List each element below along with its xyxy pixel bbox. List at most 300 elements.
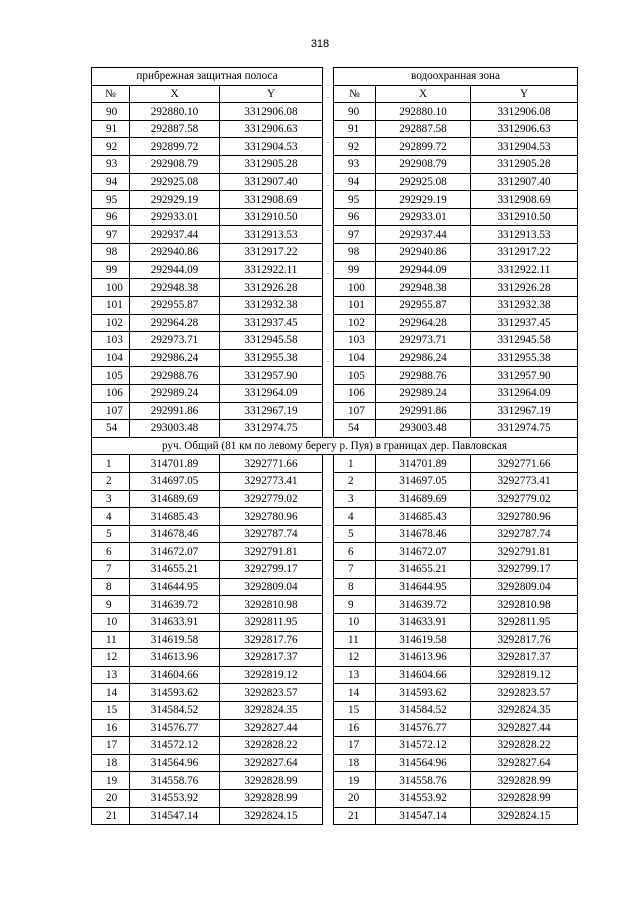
- point-number: 102: [92, 314, 130, 332]
- column-header-row: [92, 85, 578, 103]
- point-number: 14: [92, 684, 130, 702]
- point-number: 11: [92, 631, 130, 649]
- point-number: 92: [92, 138, 130, 156]
- table-row: [92, 684, 578, 702]
- point-number: 16: [92, 719, 130, 737]
- point-number: 3: [334, 490, 376, 508]
- column-gap: [323, 490, 334, 508]
- coord-x: 293003.48: [376, 420, 471, 438]
- coord-y: 3312922.11: [471, 261, 578, 279]
- coord-x: 292944.09: [376, 261, 471, 279]
- table-row: [92, 402, 578, 420]
- coord-y: 3312945.58: [220, 332, 323, 350]
- coord-y: 3312910.50: [220, 208, 323, 226]
- point-number: 9: [334, 596, 376, 614]
- coord-y: 3312957.90: [220, 367, 323, 385]
- coord-y: 3312922.11: [220, 261, 323, 279]
- coord-x: 314547.14: [376, 807, 471, 825]
- coord-x: 292887.58: [130, 120, 220, 138]
- table-row: [92, 701, 578, 719]
- point-number: 13: [334, 666, 376, 684]
- coord-y: 3292819.12: [220, 666, 323, 684]
- coord-y: 3312964.09: [471, 384, 578, 402]
- table-row: [92, 156, 578, 174]
- point-number: 8: [334, 578, 376, 596]
- coord-x: 292940.86: [130, 244, 220, 262]
- table-row: [92, 279, 578, 297]
- coord-y: 3292773.41: [220, 473, 323, 491]
- point-number: 54: [92, 420, 130, 438]
- table-row: [92, 666, 578, 684]
- col-y-header: Y: [471, 85, 578, 103]
- point-number: 1: [92, 455, 130, 473]
- coord-y: 3292773.41: [471, 473, 578, 491]
- coord-y: 3312964.09: [220, 384, 323, 402]
- coord-y: 3292824.35: [471, 701, 578, 719]
- coord-x: 314672.07: [130, 543, 220, 561]
- coord-y: 3292817.76: [471, 631, 578, 649]
- coord-x: 314619.58: [376, 631, 471, 649]
- point-number: 4: [92, 508, 130, 526]
- point-number: 10: [92, 613, 130, 631]
- column-gap: [323, 772, 334, 790]
- point-number: 99: [92, 261, 130, 279]
- point-number: 99: [334, 261, 376, 279]
- coord-y: 3312906.08: [471, 103, 578, 121]
- coord-x: 314593.62: [376, 684, 471, 702]
- point-number: 6: [334, 543, 376, 561]
- coord-y: 3312906.63: [471, 120, 578, 138]
- coord-y: 3312926.28: [471, 279, 578, 297]
- coord-x: 292989.24: [376, 384, 471, 402]
- coord-y: 3292817.37: [471, 649, 578, 667]
- coord-y: 3292828.22: [471, 737, 578, 755]
- coord-x: 292955.87: [130, 296, 220, 314]
- coord-x: 292988.76: [130, 367, 220, 385]
- coord-y: 3292771.66: [220, 455, 323, 473]
- coord-y: 3312913.53: [471, 226, 578, 244]
- point-number: 104: [334, 349, 376, 367]
- coord-x: 314558.76: [376, 772, 471, 790]
- column-gap: [323, 68, 334, 86]
- coord-y: 3312917.22: [220, 244, 323, 262]
- coord-y: 3292819.12: [471, 666, 578, 684]
- coord-x: 314572.12: [376, 737, 471, 755]
- coord-x: 314685.43: [130, 508, 220, 526]
- point-number: 94: [92, 173, 130, 191]
- point-number: 98: [92, 244, 130, 262]
- point-number: 96: [334, 208, 376, 226]
- table-row: [92, 349, 578, 367]
- point-number: 15: [334, 701, 376, 719]
- table-row: [92, 789, 578, 807]
- coord-y: 3312905.28: [471, 156, 578, 174]
- table-row: [92, 367, 578, 385]
- column-gap: [323, 596, 334, 614]
- coord-x: 292908.79: [376, 156, 471, 174]
- column-gap: [323, 85, 334, 103]
- coord-y: 3292828.22: [220, 737, 323, 755]
- column-gap: [323, 226, 334, 244]
- column-gap: [323, 384, 334, 402]
- coord-y: 3312926.28: [220, 279, 323, 297]
- coord-y: 3292810.98: [471, 596, 578, 614]
- point-number: 103: [92, 332, 130, 350]
- table-row: [92, 314, 578, 332]
- coord-y: 3292827.44: [220, 719, 323, 737]
- coord-y: 3292817.37: [220, 649, 323, 667]
- coord-y: 3312974.75: [471, 420, 578, 438]
- point-number: 21: [334, 807, 376, 825]
- point-number: 2: [334, 473, 376, 491]
- coord-x: 314584.52: [130, 701, 220, 719]
- point-number: 18: [334, 754, 376, 772]
- coord-y: 3312907.40: [471, 173, 578, 191]
- coord-x: 292991.86: [376, 402, 471, 420]
- coord-y: 3312932.38: [471, 296, 578, 314]
- coord-y: 3292809.04: [471, 578, 578, 596]
- table-row: [92, 173, 578, 191]
- coord-x: 314572.12: [130, 737, 220, 755]
- coord-x: 314689.69: [130, 490, 220, 508]
- coord-y: 3292828.99: [220, 772, 323, 790]
- column-gap: [323, 719, 334, 737]
- coord-x: 314613.96: [130, 649, 220, 667]
- column-gap: [323, 261, 334, 279]
- coord-y: 3292823.57: [220, 684, 323, 702]
- coord-x: 292944.09: [130, 261, 220, 279]
- table-row: [92, 613, 578, 631]
- coord-x: 292973.71: [376, 332, 471, 350]
- coord-y: 3292824.35: [220, 701, 323, 719]
- point-number: 92: [334, 138, 376, 156]
- coord-x: 314655.21: [130, 561, 220, 579]
- coord-y: 3292771.66: [471, 455, 578, 473]
- point-number: 107: [92, 402, 130, 420]
- col-x-header: X: [130, 85, 220, 103]
- table-row: [92, 649, 578, 667]
- coord-y: 3312974.75: [220, 420, 323, 438]
- column-gap: [323, 737, 334, 755]
- point-number: 5: [92, 525, 130, 543]
- zone-header-row: [92, 68, 578, 86]
- point-number: 18: [92, 754, 130, 772]
- coord-x: 314593.62: [130, 684, 220, 702]
- point-number: 2: [92, 473, 130, 491]
- point-number: 102: [334, 314, 376, 332]
- section-row: [92, 437, 578, 455]
- point-number: 8: [92, 578, 130, 596]
- column-gap: [323, 173, 334, 191]
- coord-x: 292925.08: [376, 173, 471, 191]
- column-gap: [323, 402, 334, 420]
- coord-x: 292973.71: [130, 332, 220, 350]
- coord-x: 293003.48: [130, 420, 220, 438]
- point-number: 90: [92, 103, 130, 121]
- coord-x: 314576.77: [376, 719, 471, 737]
- table-row: [92, 578, 578, 596]
- point-number: 105: [92, 367, 130, 385]
- point-number: 20: [92, 789, 130, 807]
- coord-x: 314633.91: [376, 613, 471, 631]
- point-number: 11: [334, 631, 376, 649]
- coord-y: 3292828.99: [220, 789, 323, 807]
- coord-x: 314604.66: [130, 666, 220, 684]
- column-gap: [323, 420, 334, 438]
- point-number: 12: [92, 649, 130, 667]
- coord-y: 3312957.90: [471, 367, 578, 385]
- coordinates-table: [91, 67, 578, 825]
- point-number: 94: [334, 173, 376, 191]
- column-gap: [323, 208, 334, 226]
- point-number: 19: [92, 772, 130, 790]
- coord-x: 292933.01: [376, 208, 471, 226]
- table-row: [92, 296, 578, 314]
- point-number: 104: [92, 349, 130, 367]
- coord-x: 292880.10: [130, 103, 220, 121]
- table-row: [92, 332, 578, 350]
- point-number: 12: [334, 649, 376, 667]
- point-number: 98: [334, 244, 376, 262]
- coord-x: 314558.76: [130, 772, 220, 790]
- coord-y: 3292828.99: [471, 789, 578, 807]
- coord-x: 292908.79: [130, 156, 220, 174]
- coord-y: 3312906.63: [220, 120, 323, 138]
- coord-y: 3312955.38: [220, 349, 323, 367]
- table-row: [92, 191, 578, 209]
- coord-x: 292989.24: [130, 384, 220, 402]
- point-number: 1: [334, 455, 376, 473]
- table-row: [92, 754, 578, 772]
- coord-x: 314697.05: [130, 473, 220, 491]
- point-number: 3: [92, 490, 130, 508]
- coord-x: 292937.44: [130, 226, 220, 244]
- point-number: 100: [92, 279, 130, 297]
- column-gap: [323, 296, 334, 314]
- coord-y: 3292827.64: [220, 754, 323, 772]
- coord-x: 292937.44: [376, 226, 471, 244]
- coord-y: 3292810.98: [220, 596, 323, 614]
- point-number: 91: [334, 120, 376, 138]
- coord-x: 314672.07: [376, 543, 471, 561]
- coord-y: 3292817.76: [220, 631, 323, 649]
- coord-x: 314564.96: [130, 754, 220, 772]
- point-number: 97: [334, 226, 376, 244]
- coord-x: 314639.72: [376, 596, 471, 614]
- column-gap: [323, 191, 334, 209]
- point-number: 91: [92, 120, 130, 138]
- coord-x: 292880.10: [376, 103, 471, 121]
- point-number: 17: [92, 737, 130, 755]
- coord-y: 3292799.17: [220, 561, 323, 579]
- point-number: 95: [92, 191, 130, 209]
- point-number: 7: [92, 561, 130, 579]
- column-gap: [323, 244, 334, 262]
- coord-x: 292929.19: [376, 191, 471, 209]
- column-gap: [323, 631, 334, 649]
- column-gap: [323, 156, 334, 174]
- table-row: [92, 772, 578, 790]
- coord-y: 3312955.38: [471, 349, 578, 367]
- coordinates-table-body: [92, 68, 578, 825]
- coord-x: 314604.66: [376, 666, 471, 684]
- coord-x: 314678.46: [130, 525, 220, 543]
- point-number: 21: [92, 807, 130, 825]
- coastal-strip-title: прибрежная защитная полоса: [92, 68, 323, 86]
- coord-x: 314553.92: [130, 789, 220, 807]
- column-gap: [323, 508, 334, 526]
- coord-y: 3292824.15: [471, 807, 578, 825]
- point-number: 93: [334, 156, 376, 174]
- col-number-header: №: [334, 85, 376, 103]
- coord-x: 314701.89: [376, 455, 471, 473]
- column-gap: [323, 349, 334, 367]
- point-number: 106: [334, 384, 376, 402]
- coord-y: 3312906.08: [220, 103, 323, 121]
- col-y-header: Y: [220, 85, 323, 103]
- column-gap: [323, 684, 334, 702]
- table-row: [92, 455, 578, 473]
- column-gap: [323, 701, 334, 719]
- coord-y: 3312967.19: [471, 402, 578, 420]
- column-gap: [323, 754, 334, 772]
- coord-x: 292964.28: [130, 314, 220, 332]
- table-row: [92, 103, 578, 121]
- coord-x: 314576.77: [130, 719, 220, 737]
- coord-x: 314655.21: [376, 561, 471, 579]
- point-number: 105: [334, 367, 376, 385]
- column-gap: [323, 314, 334, 332]
- column-gap: [323, 138, 334, 156]
- point-number: 100: [334, 279, 376, 297]
- coord-y: 3312917.22: [471, 244, 578, 262]
- column-gap: [323, 367, 334, 385]
- point-number: 10: [334, 613, 376, 631]
- column-gap: [323, 525, 334, 543]
- coord-y: 3292827.44: [471, 719, 578, 737]
- coord-x: 314689.69: [376, 490, 471, 508]
- coord-x: 292940.86: [376, 244, 471, 262]
- point-number: 54: [334, 420, 376, 438]
- table-row: [92, 508, 578, 526]
- coord-x: 292929.19: [130, 191, 220, 209]
- section-title: руч. Общий (81 км по левому берегу р. Пуя) в границах дер. Павловская: [92, 437, 578, 455]
- point-number: 103: [334, 332, 376, 350]
- point-number: 20: [334, 789, 376, 807]
- table-row: [92, 384, 578, 402]
- point-number: 15: [92, 701, 130, 719]
- coord-x: 314547.14: [130, 807, 220, 825]
- coord-y: 3312945.58: [471, 332, 578, 350]
- coord-y: 3292799.17: [471, 561, 578, 579]
- table-row: [92, 631, 578, 649]
- col-x-header: X: [376, 85, 471, 103]
- coord-x: 314639.72: [130, 596, 220, 614]
- coord-x: 292925.08: [130, 173, 220, 191]
- coord-y: 3312967.19: [220, 402, 323, 420]
- column-gap: [323, 279, 334, 297]
- table-row: [92, 261, 578, 279]
- coord-y: 3292828.99: [471, 772, 578, 790]
- coord-x: 314619.58: [130, 631, 220, 649]
- coord-x: 292955.87: [376, 296, 471, 314]
- coord-y: 3292811.95: [220, 613, 323, 631]
- point-number: 97: [92, 226, 130, 244]
- point-number: 106: [92, 384, 130, 402]
- coord-y: 3312937.45: [471, 314, 578, 332]
- coord-x: 314701.89: [130, 455, 220, 473]
- column-gap: [323, 561, 334, 579]
- coord-x: 314678.46: [376, 525, 471, 543]
- coord-y: 3312937.45: [220, 314, 323, 332]
- coord-y: 3292779.02: [220, 490, 323, 508]
- coord-y: 3312913.53: [220, 226, 323, 244]
- coord-x: 292948.38: [376, 279, 471, 297]
- table-row: [92, 244, 578, 262]
- coord-x: 292899.72: [376, 138, 471, 156]
- coord-y: 3292780.96: [471, 508, 578, 526]
- table-row: [92, 737, 578, 755]
- table-row: [92, 543, 578, 561]
- table-row: [92, 120, 578, 138]
- coord-y: 3292811.95: [471, 613, 578, 631]
- point-number: 101: [92, 296, 130, 314]
- coord-x: 292988.76: [376, 367, 471, 385]
- coord-y: 3312907.40: [220, 173, 323, 191]
- coord-x: 314644.95: [130, 578, 220, 596]
- point-number: 17: [334, 737, 376, 755]
- table-row: [92, 420, 578, 438]
- column-gap: [323, 473, 334, 491]
- coord-x: 292991.86: [130, 402, 220, 420]
- coord-x: 314584.52: [376, 701, 471, 719]
- point-number: 19: [334, 772, 376, 790]
- coord-y: 3292823.57: [471, 684, 578, 702]
- coord-x: 314613.96: [376, 649, 471, 667]
- point-number: 13: [92, 666, 130, 684]
- coord-x: 314553.92: [376, 789, 471, 807]
- coord-x: 314564.96: [376, 754, 471, 772]
- col-number-header: №: [92, 85, 130, 103]
- coord-y: 3292827.64: [471, 754, 578, 772]
- coord-x: 314685.43: [376, 508, 471, 526]
- point-number: 5: [334, 525, 376, 543]
- coord-y: 3312904.53: [220, 138, 323, 156]
- table-row: [92, 226, 578, 244]
- coord-y: 3312905.28: [220, 156, 323, 174]
- coord-x: 314633.91: [130, 613, 220, 631]
- column-gap: [323, 103, 334, 121]
- coord-y: 3312932.38: [220, 296, 323, 314]
- table-row: [92, 719, 578, 737]
- coord-x: 292948.38: [130, 279, 220, 297]
- coord-y: 3292787.74: [220, 525, 323, 543]
- column-gap: [323, 613, 334, 631]
- table-row: [92, 490, 578, 508]
- point-number: 7: [334, 561, 376, 579]
- coord-y: 3292787.74: [471, 525, 578, 543]
- coord-y: 3292779.02: [471, 490, 578, 508]
- coord-y: 3292809.04: [220, 578, 323, 596]
- table-row: [92, 596, 578, 614]
- coord-y: 3292791.81: [220, 543, 323, 561]
- column-gap: [323, 789, 334, 807]
- coord-y: 3312904.53: [471, 138, 578, 156]
- table-row: [92, 525, 578, 543]
- column-gap: [323, 807, 334, 825]
- point-number: 4: [334, 508, 376, 526]
- column-gap: [323, 455, 334, 473]
